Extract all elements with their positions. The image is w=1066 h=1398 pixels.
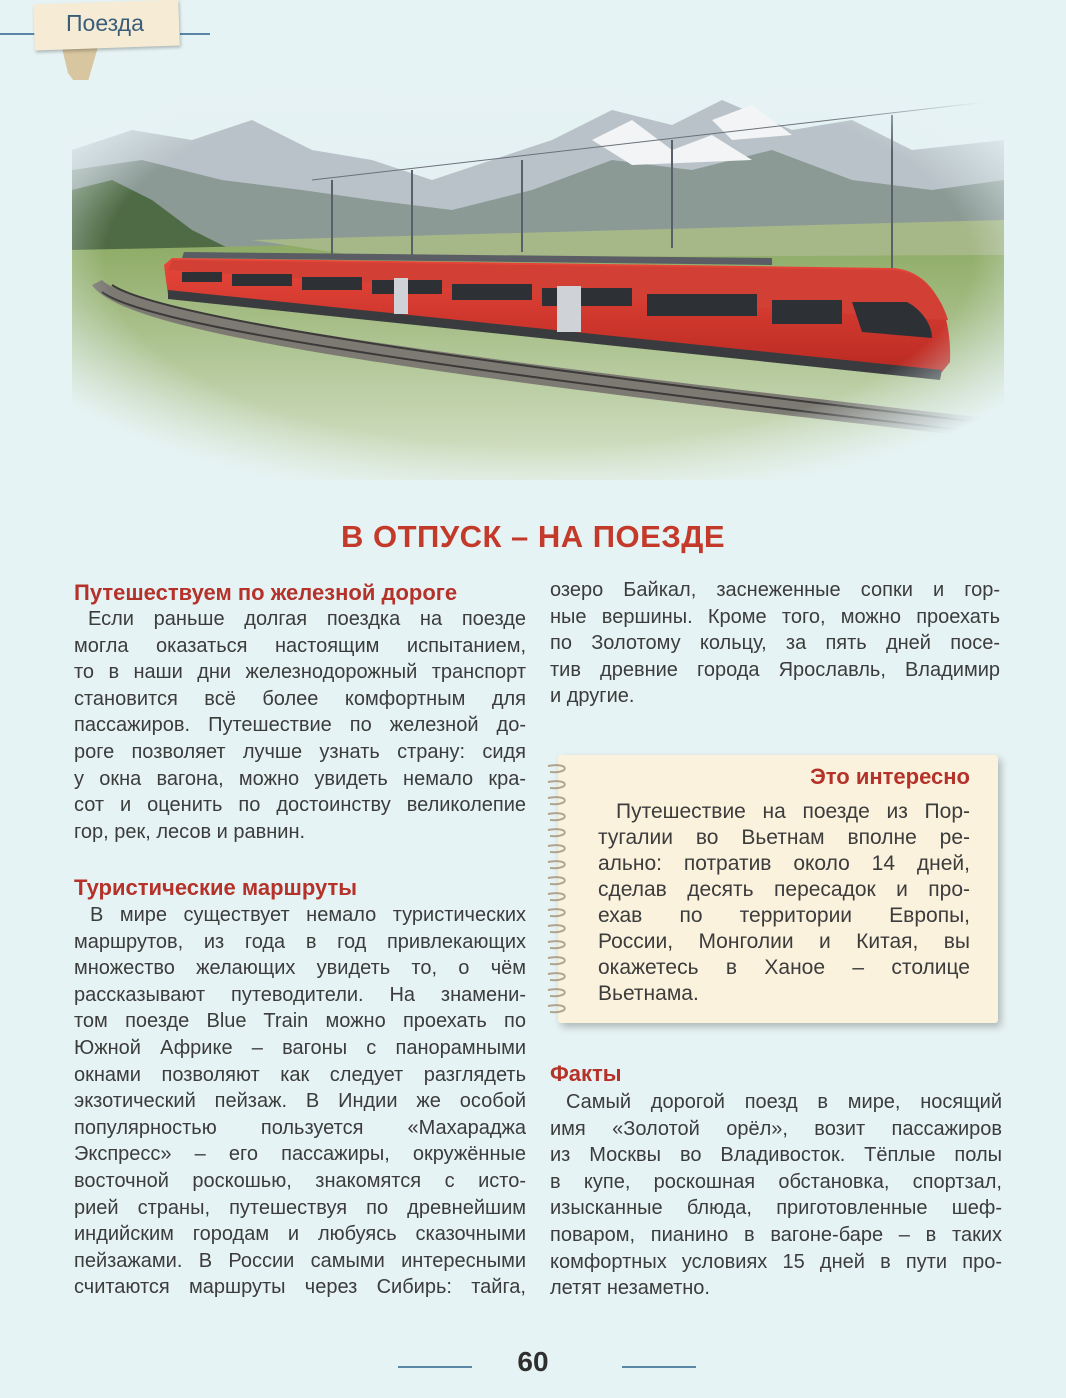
text-line: Путешествие на поезде из Пор-	[616, 800, 970, 823]
text-line: восточной роскошью, знакомятся с исто-	[74, 1169, 526, 1192]
text-line: по Золотому кольцу, за пять дней посе-	[550, 632, 1000, 655]
paragraph-tourist-routes	[74, 902, 526, 1301]
text-line: озеро Байкал, заснеженные сопки и гор-	[550, 579, 1000, 601]
heading-rail-travel: Путешествуем по железной дороге	[74, 580, 458, 605]
text-line: поваром, пианино в вагоне-баре – в таких	[550, 1223, 1002, 1246]
text-line: В мире существует немало туристических	[90, 904, 526, 926]
text-line: Самый дорогой поезд в мире, носящий	[566, 1091, 1002, 1113]
text-line: маршрутов, из года в год привлекающих	[74, 930, 526, 953]
text-line: Вьетнама.	[598, 982, 699, 1005]
text-line: пейзажами. В России самыми интересными	[74, 1249, 526, 1272]
text-line: ехав по территории Европы,	[598, 904, 970, 927]
heading-tourist-routes: Туристические маршруты	[74, 875, 358, 900]
paragraph-rail-travel	[74, 606, 526, 845]
text-line: ально: потратив около 14 дней,	[598, 852, 970, 875]
text-line: Южной Африке – вагоны с панорамными	[74, 1036, 526, 1059]
page-number: 60	[517, 1346, 549, 1377]
interesting-heading: Это интересно	[810, 764, 970, 789]
text-line: имя «Золотой орёл», возит пассажиров	[550, 1117, 1002, 1140]
text-line: из Москвы во Владивосток. Тёплые полы	[550, 1144, 1002, 1167]
page-title: В ОТПУСК – НА ПОЕЗДЕ	[340, 519, 726, 554]
text-line: роге позволяет лучше узнать страну: сидя	[74, 740, 526, 763]
text-line: тугалии во Вьетнам вполне ре-	[598, 826, 970, 849]
text-line: в купе, роскошная обстановка, спортзал,	[550, 1170, 1002, 1193]
text-line: индийским городам и любуясь сказочными	[74, 1223, 526, 1246]
text-line: том поезде Blue Train можно проехать по	[74, 1010, 526, 1033]
text-line: могла оказаться настоящим испытанием,	[74, 634, 526, 657]
header-rule-right	[180, 33, 210, 35]
header-rule-left	[0, 33, 36, 35]
text-line: становится всё более комфортным для	[74, 687, 526, 710]
text-line: окажетесь в Ханое – столице	[598, 956, 970, 979]
text-line: окнами позволяют как следует разглядеть	[74, 1063, 526, 1086]
text-line: рией страны, путешествуя по древнейшим	[74, 1196, 526, 1219]
text-line: считаются маршруты через Сибирь: тайга,	[74, 1276, 526, 1299]
text-line: комфортных условиях 15 дней в пути про-	[550, 1250, 1002, 1273]
text-line: сделав десять пересадок и про-	[598, 878, 970, 901]
text-line: тив древние города Ярославль, Владимир	[550, 658, 1000, 681]
text-line: изысканные блюда, приготовленные шеф-	[550, 1197, 1002, 1220]
train-photo	[72, 80, 1004, 480]
section-tab-label: Поезда	[66, 10, 144, 36]
text-line: летят незаметно.	[550, 1277, 710, 1300]
page-number-rule-right	[622, 1366, 696, 1368]
text-line: сот и оценить по достоинству великолепие	[74, 794, 526, 817]
text-line: Если раньше долгая поездка на поезде	[88, 608, 526, 630]
text-line: пассажиров. Путешествие по железной до-	[74, 714, 526, 737]
text-line: экзотический пейзаж. В Индии же особой	[74, 1090, 526, 1113]
interesting-text	[598, 799, 970, 1007]
text-line: России, Монголии и Китая, вы	[598, 930, 970, 953]
text-line: множество желающих увидеть то, о чём	[74, 957, 526, 980]
text-line: Экспресс» – его пассажиры, окружённые	[74, 1143, 526, 1166]
text-line: у окна вагона, можно увидеть немало кра-	[74, 767, 526, 790]
spiral-binding-icon	[540, 760, 576, 1020]
text-line: то в наши дни железнодорожный транспорт	[74, 661, 526, 684]
paragraph-routes-continued	[550, 577, 1000, 710]
text-line: рассказывают путеводители. На знамени-	[74, 983, 526, 1006]
text-line: популярностью пользуется «Махараджа	[74, 1116, 526, 1139]
heading-facts: Факты	[550, 1061, 622, 1086]
text-line: ные вершины. Кроме того, можно проехать	[550, 605, 1000, 628]
text-line: гор, рек, лесов и равнин.	[74, 820, 306, 843]
paragraph-facts	[550, 1089, 1002, 1302]
text-line: и другие.	[550, 685, 635, 708]
